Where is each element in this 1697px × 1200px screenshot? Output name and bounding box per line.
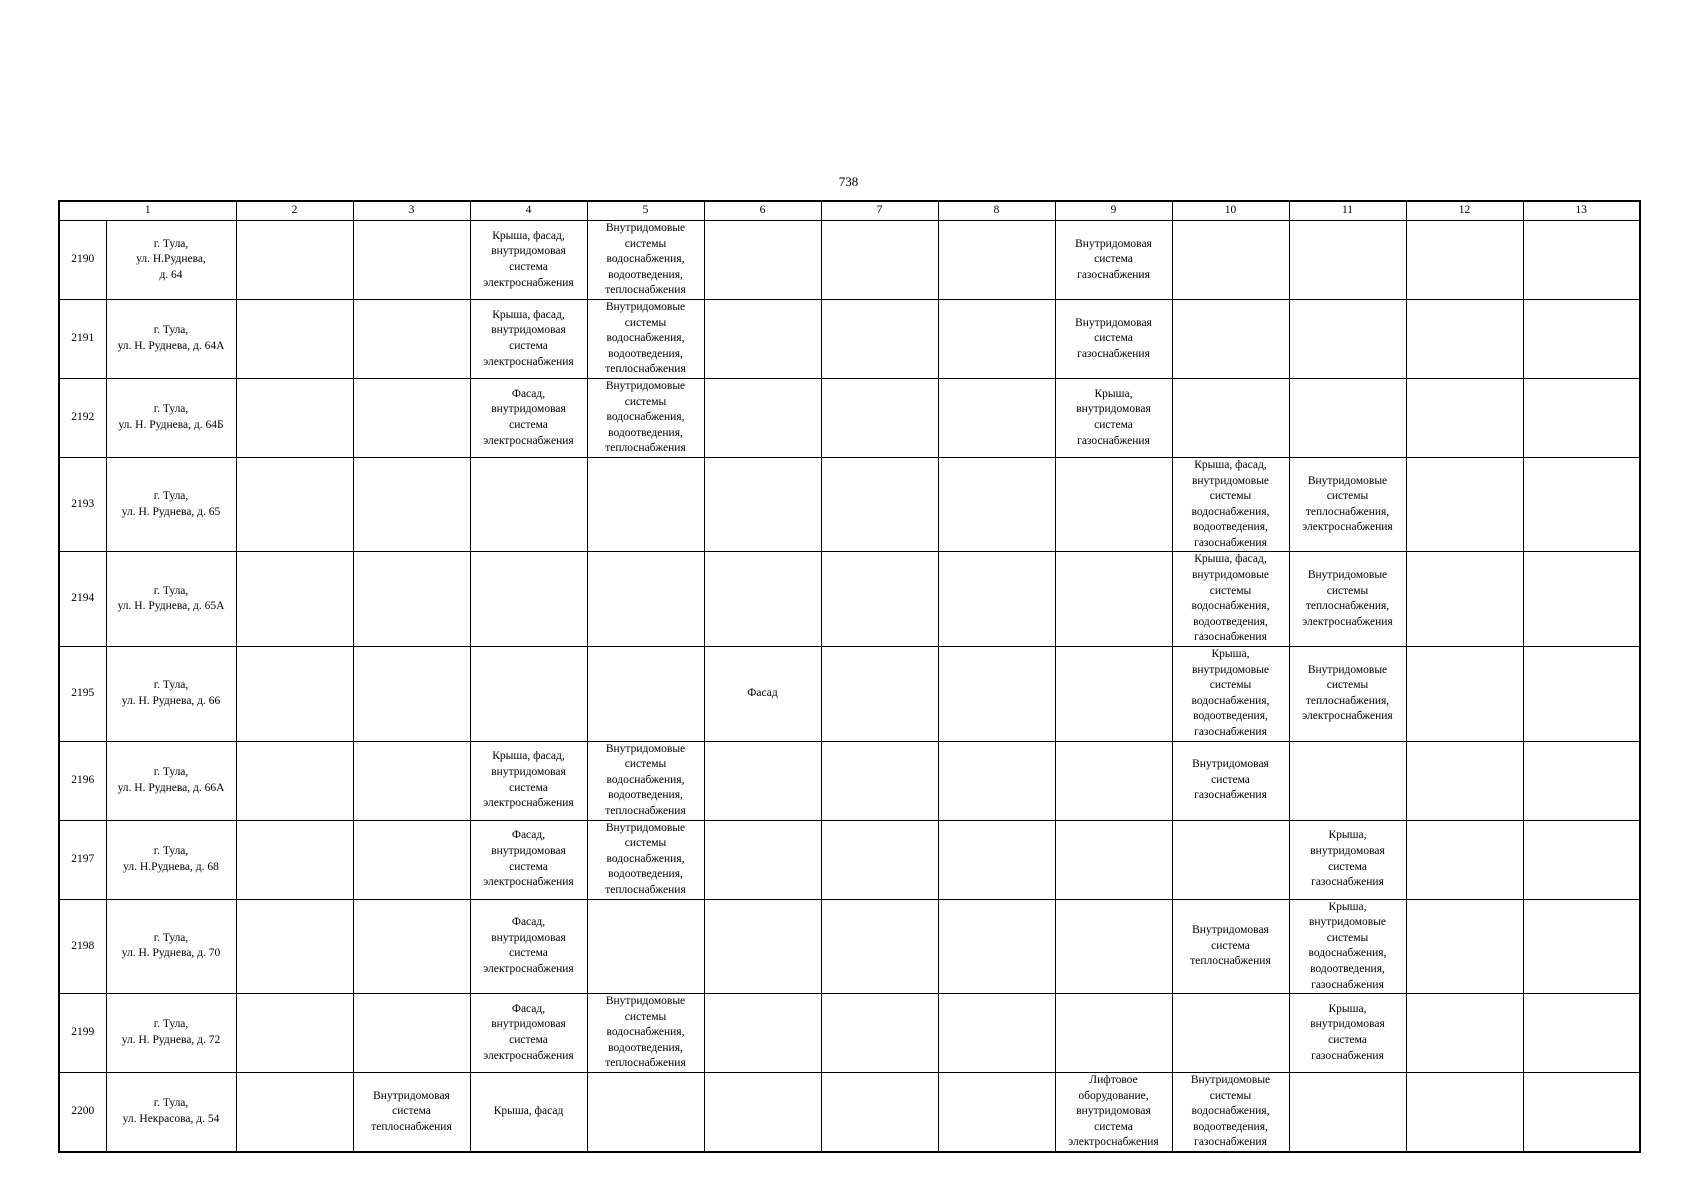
work-cell-col-6 [704, 378, 821, 457]
work-cell-col-2 [236, 221, 353, 300]
row-number [59, 647, 106, 742]
work-cell-col-10 [1172, 552, 1289, 647]
table-row [59, 299, 1640, 378]
work-cell-col-5 [587, 899, 704, 994]
work-text: Крыша, внутридомовые системы водоснабжения, водоотведения, газоснабжения [1308, 900, 1387, 991]
work-cell-col-6 [704, 647, 821, 742]
table-row [59, 1073, 1640, 1152]
table-row [59, 221, 1640, 300]
work-text: Внутридомовая система теплоснабжения [1190, 923, 1271, 968]
work-cell-col-8 [938, 647, 1055, 742]
row-number [59, 378, 106, 457]
work-cell-col-13 [1523, 647, 1640, 742]
address-text: г. Тула, ул. Н.Руднева, д. 68 [123, 844, 219, 873]
address-text: г. Тула, ул. Н.Руднева, д. 64 [136, 237, 206, 281]
row-number-text: 2199 [71, 1026, 95, 1039]
work-cell-col-5 [587, 221, 704, 300]
work-cell-col-6 [704, 1073, 821, 1152]
work-cell-col-9 [1055, 820, 1172, 899]
work-text: Крыша, внутридомовая система газоснабжения [1076, 387, 1151, 447]
work-text: Фасад, внутридомовая система электроснабжения [483, 916, 574, 975]
work-cell-col-7 [821, 1073, 938, 1152]
work-text: Крыша, фасад, внутридомовые системы водоснабжения, водоотведения, газоснабжения [1191, 458, 1270, 549]
table-row [59, 994, 1640, 1073]
work-cell-col-8 [938, 552, 1055, 647]
work-cell-col-2 [236, 741, 353, 820]
work-cell-col-5 [587, 647, 704, 742]
work-text: Внутридомовые системы водоснабжения, водоотведения, теплоснабжения [605, 821, 686, 896]
row-number [59, 299, 106, 378]
work-cell-col-12 [1406, 299, 1523, 378]
work-cell-col-7 [821, 899, 938, 994]
work-cell-col-3 [353, 994, 470, 1073]
work-text: Внутридомовые системы водоснабжения, водоотведения, теплоснабжения [605, 742, 686, 817]
work-cell-col-11 [1289, 552, 1406, 647]
work-cell-col-9 [1055, 221, 1172, 300]
work-cell-col-11 [1289, 221, 1406, 300]
work-text: Внутридомовые системы теплоснабжения, электроснабжения [1302, 569, 1393, 628]
work-cell-col-7 [821, 378, 938, 457]
work-cell-col-8 [938, 741, 1055, 820]
work-cell-col-12 [1406, 221, 1523, 300]
work-cell-col-12 [1406, 1073, 1523, 1152]
work-text: Внутридомовые системы водоснабжения, водоотведения, газоснабжения [1190, 1074, 1271, 1149]
work-cell-col-12 [1406, 820, 1523, 899]
work-text: Крыша, внутридомовая система газоснабжения [1310, 829, 1385, 889]
work-cell-col-7 [821, 457, 938, 552]
table-row [59, 647, 1640, 742]
column-header: 4 [470, 201, 587, 221]
row-number [59, 994, 106, 1073]
work-cell-col-8 [938, 299, 1055, 378]
work-text: Крыша, фасад [493, 1105, 564, 1118]
work-cell-col-2 [236, 899, 353, 994]
work-cell-col-5 [587, 457, 704, 552]
address-cell [106, 221, 236, 300]
column-header: 7 [821, 201, 938, 221]
address-cell [106, 552, 236, 647]
work-text: Лифтовое оборудование, внутридомовая система электроснабжения [1068, 1074, 1159, 1149]
column-header: 10 [1172, 201, 1289, 221]
work-cell-col-11 [1289, 299, 1406, 378]
column-header: 5 [587, 201, 704, 221]
row-number-text: 2194 [71, 592, 95, 605]
work-cell-col-12 [1406, 378, 1523, 457]
work-cell-col-6 [704, 299, 821, 378]
address-text: г. Тула, ул. Н. Руднева, д. 65А [117, 584, 225, 613]
work-cell-col-12 [1406, 741, 1523, 820]
work-cell-col-11 [1289, 647, 1406, 742]
work-cell-col-11 [1289, 378, 1406, 457]
row-number-text: 2197 [71, 852, 95, 865]
work-cell-col-10 [1172, 741, 1289, 820]
table-body [59, 221, 1640, 1153]
work-cell-col-13 [1523, 1073, 1640, 1152]
column-header: 11 [1289, 201, 1406, 221]
work-cell-col-9 [1055, 378, 1172, 457]
address-text: г. Тула, ул. Н. Руднева, д. 64Б [118, 403, 224, 431]
work-text: Внутридомовые системы теплоснабжения, электроснабжения [1302, 474, 1393, 534]
work-cell-col-12 [1406, 899, 1523, 994]
work-cell-col-11 [1289, 899, 1406, 994]
column-header: 3 [353, 201, 470, 221]
work-cell-col-7 [821, 647, 938, 742]
work-cell-col-8 [938, 378, 1055, 457]
work-cell-col-12 [1406, 457, 1523, 552]
address-cell [106, 994, 236, 1073]
work-cell-col-2 [236, 647, 353, 742]
work-cell-col-8 [938, 457, 1055, 552]
work-cell-col-9 [1055, 1073, 1172, 1152]
row-number-text: 2200 [71, 1105, 95, 1118]
table-row [59, 741, 1640, 820]
work-cell-col-10 [1172, 994, 1289, 1073]
work-cell-col-6 [704, 741, 821, 820]
work-cell-col-5 [587, 378, 704, 457]
work-cell-col-6 [704, 899, 821, 994]
work-cell-col-3 [353, 1073, 470, 1152]
work-cell-col-8 [938, 1073, 1055, 1152]
work-cell-col-13 [1523, 994, 1640, 1073]
work-cell-col-10 [1172, 820, 1289, 899]
work-cell-col-11 [1289, 457, 1406, 552]
work-cell-col-5 [587, 1073, 704, 1152]
work-cell-col-7 [821, 994, 938, 1073]
column-header: 13 [1523, 201, 1640, 221]
row-number-text: 2191 [71, 332, 95, 345]
work-text: Фасад, внутридомовая система электроснабжения [483, 829, 574, 889]
table-row [59, 552, 1640, 647]
work-cell-col-4 [470, 899, 587, 994]
work-cell-col-11 [1289, 994, 1406, 1073]
work-cell-col-7 [821, 221, 938, 300]
work-cell-col-6 [704, 552, 821, 647]
work-cell-col-13 [1523, 899, 1640, 994]
row-number-text: 2193 [71, 497, 95, 510]
work-cell-col-9 [1055, 899, 1172, 994]
column-header: 6 [704, 201, 821, 221]
work-cell-col-2 [236, 820, 353, 899]
work-cell-col-4 [470, 647, 587, 742]
work-cell-col-10 [1172, 457, 1289, 552]
address-text: г. Тула, ул. Н. Руднева, д. 72 [121, 1018, 221, 1047]
address-cell [106, 899, 236, 994]
row-number [59, 457, 106, 552]
address-cell [106, 457, 236, 552]
table-row [59, 820, 1640, 899]
column-header: 9 [1055, 201, 1172, 221]
row-number [59, 899, 106, 994]
work-cell-col-6 [704, 820, 821, 899]
work-cell-col-4 [470, 457, 587, 552]
work-text: Фасад, внутридомовая система электроснабжения [483, 387, 574, 447]
page-number: 738 [838, 174, 859, 189]
work-cell-col-2 [236, 299, 353, 378]
work-cell-col-10 [1172, 647, 1289, 742]
row-number [59, 820, 106, 899]
work-cell-col-9 [1055, 457, 1172, 552]
work-cell-col-4 [470, 221, 587, 300]
work-cell-col-7 [821, 741, 938, 820]
work-text: Внутридомовая система газоснабжения [1192, 758, 1269, 802]
work-cell-col-4 [470, 299, 587, 378]
work-cell-col-9 [1055, 647, 1172, 742]
work-cell-col-8 [938, 221, 1055, 300]
work-cell-col-4 [470, 378, 587, 457]
work-cell-col-4 [470, 994, 587, 1073]
row-number [59, 1073, 106, 1152]
repair-schedule-table [58, 200, 1641, 1153]
address-cell [106, 1073, 236, 1152]
work-cell-col-13 [1523, 221, 1640, 300]
work-cell-col-3 [353, 378, 470, 457]
work-cell-col-11 [1289, 820, 1406, 899]
table-row [59, 378, 1640, 457]
address-text: г. Тула, ул. Некрасова, д. 54 [122, 1097, 220, 1126]
address-cell [106, 378, 236, 457]
work-text: Внутридомовые системы водоснабжения, водоотведения, теплоснабжения [605, 379, 686, 455]
address-cell [106, 299, 236, 378]
work-cell-col-12 [1406, 994, 1523, 1073]
work-cell-col-3 [353, 221, 470, 300]
work-cell-col-12 [1406, 552, 1523, 647]
table-row [59, 899, 1640, 994]
work-cell-col-6 [704, 221, 821, 300]
work-cell-col-3 [353, 899, 470, 994]
work-cell-col-3 [353, 820, 470, 899]
work-cell-col-2 [236, 378, 353, 457]
address-text: г. Тула, ул. Н. Руднева, д. 70 [121, 931, 221, 960]
work-cell-col-5 [587, 820, 704, 899]
work-cell-col-8 [938, 899, 1055, 994]
row-number [59, 552, 106, 647]
work-cell-col-7 [821, 299, 938, 378]
table-row [59, 457, 1640, 552]
work-text: Фасад, внутридомовая система электроснабжения [483, 1002, 574, 1062]
work-cell-col-9 [1055, 994, 1172, 1073]
work-cell-col-3 [353, 552, 470, 647]
work-cell-col-4 [470, 741, 587, 820]
work-cell-col-6 [704, 994, 821, 1073]
work-cell-col-8 [938, 820, 1055, 899]
work-text: Внутридомовые системы водоснабжения, водоотведения, теплоснабжения [605, 300, 686, 376]
work-cell-col-4 [470, 552, 587, 647]
work-cell-col-2 [236, 994, 353, 1073]
row-number-text: 2196 [71, 773, 95, 786]
address-cell [106, 741, 236, 820]
work-text: Внутридомовая система газоснабжения [1075, 316, 1152, 360]
work-cell-col-13 [1523, 378, 1640, 457]
row-number-text: 2192 [71, 411, 95, 424]
work-cell-col-13 [1523, 299, 1640, 378]
work-text: Внутридомовая система теплоснабжения [371, 1089, 452, 1133]
work-cell-col-6 [704, 457, 821, 552]
row-number [59, 221, 106, 300]
work-text: Крыша, фасад, внутридомовая система электроснабжения [483, 308, 574, 368]
work-cell-col-9 [1055, 741, 1172, 820]
column-header-row [59, 201, 1640, 221]
work-cell-col-13 [1523, 457, 1640, 552]
work-text: Крыша, фасад, внутридомовые системы водоснабжения, водоотведения, газоснабжения [1191, 553, 1270, 644]
work-cell-col-10 [1172, 221, 1289, 300]
address-cell [106, 647, 236, 742]
work-cell-col-9 [1055, 552, 1172, 647]
work-cell-col-7 [821, 552, 938, 647]
column-header: 8 [938, 201, 1055, 221]
row-number [59, 741, 106, 820]
work-cell-col-5 [587, 994, 704, 1073]
work-cell-col-3 [353, 299, 470, 378]
row-number-text: 2195 [71, 687, 95, 700]
work-cell-col-4 [470, 1073, 587, 1152]
work-cell-col-13 [1523, 820, 1640, 899]
row-number-text: 2198 [71, 939, 95, 952]
work-cell-col-8 [938, 994, 1055, 1073]
column-header: 12 [1406, 201, 1523, 221]
work-text: Крыша, фасад, внутридомовая система электроснабжения [483, 750, 574, 810]
work-cell-col-7 [821, 820, 938, 899]
address-text: г. Тула, ул. Н. Руднева, д. 65 [121, 490, 221, 518]
work-cell-col-13 [1523, 552, 1640, 647]
work-cell-col-3 [353, 647, 470, 742]
work-cell-col-5 [587, 552, 704, 647]
work-cell-col-5 [587, 741, 704, 820]
work-text: Внутридомовые системы водоснабжения, водоотведения, теплоснабжения [605, 995, 686, 1070]
work-cell-col-10 [1172, 1073, 1289, 1152]
work-cell-col-10 [1172, 899, 1289, 994]
work-text: Внутридомовые системы водоснабжения, водоотведения, теплоснабжения [605, 222, 686, 297]
work-cell-col-3 [353, 457, 470, 552]
row-number-text: 2190 [71, 253, 95, 266]
address-text: г. Тула, ул. Н. Руднева, д. 66А [117, 765, 225, 794]
work-cell-col-13 [1523, 741, 1640, 820]
work-text: Внутридомовые системы теплоснабжения, электроснабжения [1302, 663, 1393, 723]
address-text: г. Тула, ул. Н. Руднева, д. 64А [117, 324, 225, 352]
work-text: Крыша, внутридомовые системы водоснабжения, водоотведения, газоснабжения [1191, 648, 1270, 738]
work-cell-col-12 [1406, 647, 1523, 742]
work-text: Крыша, фасад, внутридомовая система электроснабжения [483, 229, 574, 289]
work-cell-col-2 [236, 1073, 353, 1152]
work-cell-col-11 [1289, 741, 1406, 820]
work-cell-col-2 [236, 457, 353, 552]
work-text: Крыша, внутридомовая система газоснабжения [1310, 1002, 1385, 1062]
column-header: 1 [59, 201, 236, 221]
column-header: 2 [236, 201, 353, 221]
work-text: Фасад [747, 687, 778, 700]
work-cell-col-5 [587, 299, 704, 378]
work-cell-col-2 [236, 552, 353, 647]
work-cell-col-10 [1172, 378, 1289, 457]
work-cell-col-11 [1289, 1073, 1406, 1152]
address-cell [106, 820, 236, 899]
work-cell-col-10 [1172, 299, 1289, 378]
address-text: г. Тула, ул. Н. Руднева, д. 66 [121, 679, 221, 707]
work-cell-col-3 [353, 741, 470, 820]
work-cell-col-4 [470, 820, 587, 899]
work-cell-col-9 [1055, 299, 1172, 378]
work-text: Внутридомовая система газоснабжения [1075, 237, 1152, 281]
